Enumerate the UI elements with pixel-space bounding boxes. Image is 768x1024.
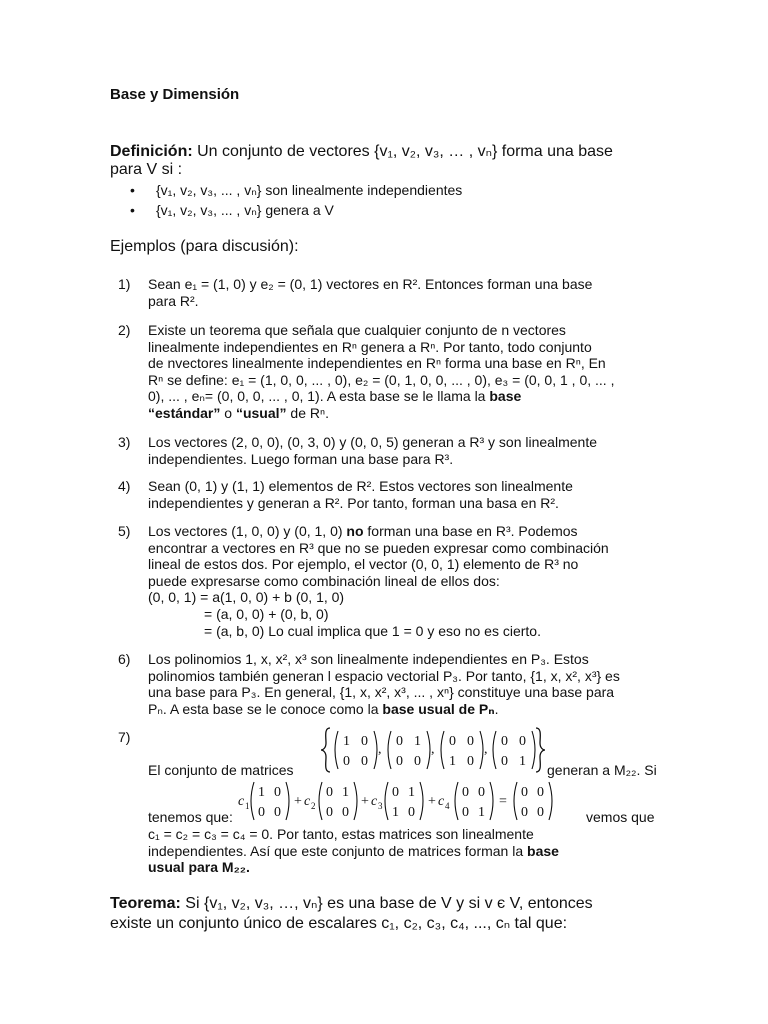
bold-term: “estándar” (148, 404, 221, 421)
svg-text:1: 1 (519, 754, 526, 769)
theorem-label: Teorema: (110, 895, 181, 912)
matrix-entries (343, 734, 526, 769)
example-4-line: independientes y generan a R². Por tanto, forman una basa en R². (148, 494, 559, 511)
bold-term: usual para M₂₂. (148, 859, 250, 876)
svg-text:0: 0 (396, 754, 403, 769)
svg-text:0: 0 (449, 734, 456, 749)
equation-line: = (a, 0, 0) + (0, b, 0) (204, 605, 329, 622)
svg-text:,: , (378, 742, 382, 757)
svg-text:0: 0 (361, 734, 368, 749)
example-7-text: tenemos que: (148, 809, 233, 825)
left-brace (321, 728, 330, 772)
example-7-line: c₁ = c₂ = c₃ = c₄ = 0. Por tanto, estas matrices son linealmente (148, 826, 534, 842)
example-6-line: polinomios también generan l espacio vectorial P₃. Por tanto, {1, x, x², x³} es (148, 667, 620, 684)
svg-text:0: 0 (274, 805, 281, 820)
svg-text:0: 0 (467, 734, 474, 749)
svg-text:0: 0 (519, 734, 526, 749)
item-number: 1) (118, 276, 131, 292)
matrix-set-graphic (320, 725, 546, 775)
example-7 (118, 729, 678, 879)
svg-text:0: 0 (501, 734, 508, 749)
page-title: Base y Dimensión (110, 86, 240, 103)
bold-term: base (489, 388, 522, 405)
example-6-text: Pₙ. A esta base se le conoce como la (148, 700, 379, 717)
svg-text:0: 0 (392, 785, 399, 800)
svg-text:1: 1 (258, 785, 265, 800)
example-7-text: independientes. Así que este conjunto de matrices forman la (148, 842, 524, 859)
svg-text:0: 0 (462, 805, 469, 820)
svg-text:1: 1 (478, 805, 485, 820)
theorem-text-2: existe un conjunto único de escalares c₁, c₂, c₃, c₄, ..., cₙ tal que: (110, 915, 568, 932)
example-5-line: puede expresarse como combinación lineal de ellos dos: (148, 572, 500, 589)
svg-text:+: + (428, 794, 436, 809)
svg-text:2: 2 (311, 801, 316, 811)
example-3-line: independientes. Luego forman una base para R³. (148, 450, 454, 467)
item-number: 5) (118, 523, 131, 539)
svg-text:0: 0 (326, 805, 333, 820)
svg-text:0: 0 (274, 785, 281, 800)
item-number: 7) (118, 729, 131, 745)
example-7-text: vemos que (586, 809, 655, 825)
svg-text:0: 0 (462, 785, 469, 800)
example-5-text: forman una base en R³. Podemos (367, 523, 578, 539)
svg-text:0: 0 (467, 754, 474, 769)
example-7-text: El conjunto de matrices (148, 762, 294, 778)
definition-bullets (130, 180, 462, 220)
example-2-text: 0), ... , eₙ= (0, 0, 0, ... , 0, 1). A esta base se le llama la (148, 388, 486, 405)
right-brace (536, 728, 545, 772)
svg-text:0: 0 (521, 785, 528, 800)
bold-term: base (527, 842, 559, 859)
example-1-line: para R². (148, 292, 199, 309)
svg-text:+: + (294, 794, 302, 809)
svg-text:0: 0 (408, 805, 415, 820)
svg-text:,: , (431, 742, 435, 757)
svg-text:1: 1 (392, 805, 399, 820)
equation-line: = (a, b, 0) Lo cual implica que 1 = 0 y eso no es cierto. (204, 622, 541, 639)
example-2-line: de nvectores linealmente independientes en Rⁿ forma una base en Rⁿ, En (148, 355, 606, 372)
svg-text:c: c (304, 794, 311, 809)
svg-text:0: 0 (414, 754, 421, 769)
item-number: 6) (118, 651, 131, 667)
svg-text:0: 0 (478, 785, 485, 800)
example-6-text: . (494, 700, 499, 717)
svg-text:1: 1 (342, 785, 349, 800)
svg-text:0: 0 (396, 734, 403, 749)
svg-text:0: 0 (342, 805, 349, 820)
bullet-item: • {v₁, v₂, v₃, ... , vₙ} son linealmente independientes (130, 180, 462, 200)
example-2-text: de Rⁿ. (286, 404, 329, 421)
svg-text:=: = (499, 794, 507, 809)
equation-line: (0, 0, 1) = a(1, 0, 0) + b (0, 1, 0) (148, 589, 345, 606)
example-6-line (148, 701, 678, 718)
example-2-text: o (220, 404, 236, 421)
example-5-text: Los vectores (1, 0, 0) y (0, 1, 0) (148, 523, 343, 539)
svg-text:1: 1 (343, 734, 350, 749)
svg-text:0: 0 (343, 754, 350, 769)
definition-block (110, 143, 670, 179)
linear-combination-graphic (236, 776, 586, 826)
definition-text-2: para V si : (110, 161, 183, 178)
svg-text:0: 0 (258, 805, 265, 820)
bold-term: “usual” (235, 404, 287, 421)
svg-text:1: 1 (449, 754, 456, 769)
svg-text:c: c (371, 794, 378, 809)
svg-text:c: c (438, 794, 445, 809)
svg-text:0: 0 (521, 805, 528, 820)
svg-text:0: 0 (326, 785, 333, 800)
example-2-line: Rⁿ se define: e₁ = (1, 0, 0, ... , 0), e₂ = (0, 1, 0, 0, ... , 0), e₃ = (0, 0, 1 , 0, ... , (148, 371, 615, 388)
example-5-line (148, 523, 678, 540)
svg-text:0: 0 (361, 754, 368, 769)
svg-text:+: + (361, 794, 369, 809)
svg-text:0: 0 (501, 754, 508, 769)
definition-label: Definición: (110, 143, 193, 160)
bold-term: base usual de Pₙ (382, 700, 495, 717)
example-5-line: lineal de estos dos. Por ejemplo, el vector (0, 0, 1) elemento de R³ no (148, 556, 579, 573)
examples-heading: Ejemplos (para discusión): (110, 238, 299, 255)
item-number: 4) (118, 478, 131, 494)
svg-text:0: 0 (537, 785, 544, 800)
example-7-line (148, 843, 678, 860)
item-number: 2) (118, 322, 131, 338)
definition-text-1: Un conjunto de vectores {v₁, v₂, v₃, … , vₙ} forma una base (197, 143, 613, 160)
svg-text:3: 3 (378, 801, 383, 811)
example-5-line: encontrar a vectores en R³ que no se pueden expresar como combinación (148, 539, 609, 556)
svg-text:,: , (484, 742, 488, 757)
svg-text:0: 0 (537, 805, 544, 820)
example-6-line: Los polinomios 1, x, x², x³ son linealmente independientes en P₃. Estos (148, 651, 589, 667)
svg-text:1: 1 (414, 734, 421, 749)
example-2-line (148, 388, 678, 405)
bullet-item: • {v₁, v₂, v₃, ... , vₙ} genera a V (130, 200, 462, 220)
example-6-line: una base para P₃. En general, {1, x, x², x³, ... , xⁿ} constituye una base para (148, 684, 615, 701)
example-3-line: Los vectores (2, 0, 0), (0, 3, 0) y (0, 0, 5) generan a R³ y son linealmente (148, 434, 597, 450)
example-2-line: Existe un teorema que señala que cualquier conjunto de n vectores (148, 322, 566, 338)
svg-text:1: 1 (245, 801, 250, 811)
example-2-line: linealmente independientes en Rⁿ genera a Rⁿ. Por tanto, todo conjunto (148, 338, 592, 355)
example-4-line: Sean (0, 1) y (1, 1) elementos de R². Estos vectores son linealmente (148, 478, 573, 494)
example-1-line: Sean e₁ = (1, 0) y e₂ = (0, 1) vectores en R². Entonces forman una base (148, 276, 593, 292)
combination-entries (238, 785, 544, 820)
svg-text:1: 1 (408, 785, 415, 800)
theorem-text-1: Si {v₁, v₂, v₃, …, vₙ} es una base de V y si v є V, entonces (185, 895, 593, 912)
example-7-text: generan a M₂₂. Si (547, 762, 657, 778)
svg-text:4: 4 (445, 801, 450, 811)
bold-term: no (346, 523, 364, 539)
item-number: 3) (118, 434, 131, 450)
theorem-block (110, 894, 670, 934)
svg-text:c: c (238, 794, 245, 809)
example-2-line (148, 405, 678, 422)
